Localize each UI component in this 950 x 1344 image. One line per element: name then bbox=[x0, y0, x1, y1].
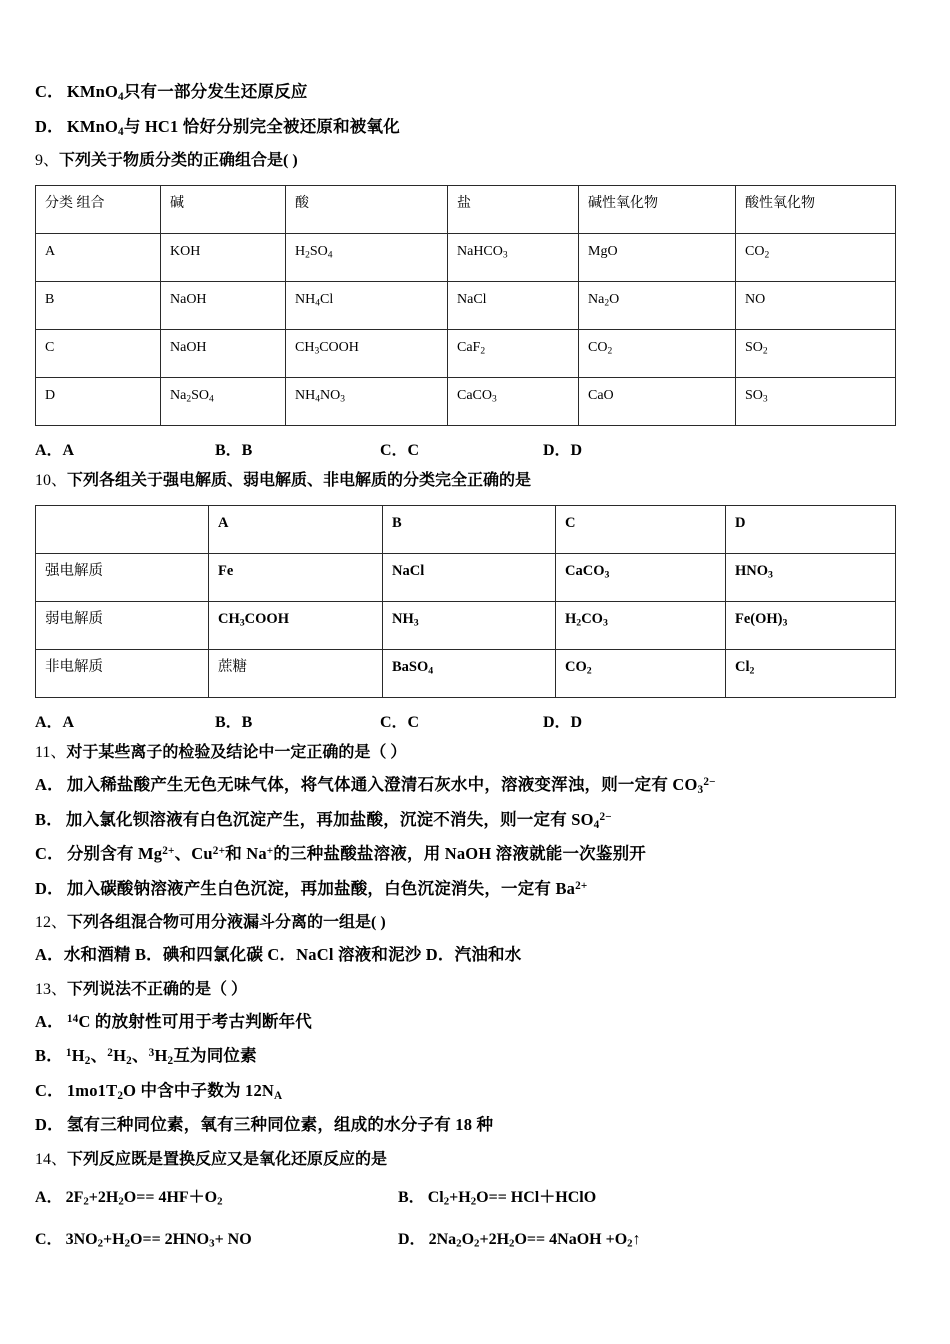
cell-row-d-salt: CaCO$_3$ bbox=[448, 378, 579, 426]
q13-number: 13、 bbox=[35, 980, 68, 998]
q14-option-d: D． $2Na_2O_2+2H_2O==$ 4NaOH $+O_2↑$ bbox=[398, 1226, 641, 1249]
q9-answer-c[interactable]: C．C bbox=[380, 442, 420, 459]
q13-option-c bbox=[35, 1080, 915, 1102]
cell-row-c-acidic-oxide: $SO_2$ bbox=[736, 330, 896, 378]
cell-row-b-acidic-oxide: NO bbox=[736, 282, 896, 330]
q14-option-a: A． $2F_2+2H_2O== 4HF+O_2$ bbox=[35, 1184, 223, 1207]
q10-stem bbox=[35, 473, 915, 489]
q14-option-b: B． $Cl_2+H_2O==$ HCl＋HClO bbox=[398, 1184, 596, 1207]
q11-stem bbox=[35, 745, 915, 761]
q8-option-c-text: KMnO$_4$只有一部分发生还原反应 bbox=[66, 82, 308, 103]
row-header-strong-electrolyte: 强电解质 bbox=[36, 554, 209, 602]
table-row bbox=[36, 602, 896, 650]
q14-options-row-2 bbox=[35, 1226, 915, 1250]
cell-row-c-basic-oxide: $CO_2$ bbox=[579, 330, 736, 378]
cell-row-d-acidic-oxide: $SO_3$ bbox=[736, 378, 896, 426]
col-header-blank bbox=[36, 506, 209, 554]
cell-row-d-basic-oxide: CaO bbox=[579, 378, 736, 426]
cell-non-d: $Cl_2$ bbox=[726, 650, 896, 698]
q8-option-c-label: C． bbox=[35, 82, 64, 101]
q12-options-inline: A．水和酒精 B．碘和四氯化碳 C．NaCl 溶液和泥沙 D．汽油和水 bbox=[35, 945, 522, 964]
cell-row-b-salt: NaCl bbox=[448, 282, 579, 330]
cell-row-c-label: C bbox=[36, 330, 161, 378]
cell-weak-d: $Fe(OH)_3$ bbox=[726, 602, 896, 650]
col-header-c: C bbox=[556, 506, 726, 554]
q9-answer-row bbox=[35, 437, 915, 457]
q13-option-b-text: $^1H_2$、$^2H_2$、$^3H_2$互为同位素 bbox=[65, 1046, 257, 1067]
q13-option-a bbox=[35, 1011, 915, 1031]
q10-answer-a[interactable]: A．A bbox=[35, 714, 75, 731]
q11-option-b-label: B． bbox=[35, 809, 63, 829]
col-header-acidic-oxide: 酸性氧化物 bbox=[736, 186, 896, 234]
q10-answer-c[interactable]: C．C bbox=[380, 714, 420, 731]
col-header-basic-oxide: 碱性氧化物 bbox=[579, 186, 736, 234]
table-row-header bbox=[36, 186, 896, 234]
q11-option-d-text: 加入碳酸钠溶液产生白色沉淀，再加盐酸，白色沉淀消失，一定有 $Ba^{2+}$ bbox=[66, 878, 588, 898]
row-header-weak-electrolyte: 弱电解质 bbox=[36, 602, 209, 650]
cell-row-d-base: $Na_2SO_4$ bbox=[161, 378, 286, 426]
q10-stem-text: 下列各组关于强电解质、弱电解质、非电解质的分类完全正确的是 bbox=[67, 472, 532, 489]
col-header-category: 分类 组合 bbox=[36, 186, 161, 234]
cell-row-b-acid: $NH_4Cl$ bbox=[286, 282, 448, 330]
cell-row-d-acid: $NH_4NO_3$ bbox=[286, 378, 448, 426]
cell-non-a: 蔗糖 bbox=[209, 650, 383, 698]
cell-weak-a: $CH_3COOH$ bbox=[209, 602, 383, 650]
table-row bbox=[36, 330, 896, 378]
cell-row-a-base: KOH bbox=[161, 234, 286, 282]
q13-option-a-label: A． bbox=[35, 1011, 64, 1031]
q13-option-d-text: 氢有三种同位素，氧有三种同位素，组成的水分子有 18 种 bbox=[66, 1115, 494, 1134]
cell-non-c: $CO_2$ bbox=[556, 650, 726, 698]
q11-option-d-label: D． bbox=[35, 878, 64, 898]
q14-option-c: C． $3NO_2+H_2O== 2HNO_3+$ NO bbox=[35, 1226, 252, 1249]
cell-strong-d: $HNO_3$ bbox=[726, 554, 896, 602]
q8-option-d-text: KMnO$_4$与 HC1 恰好分别完全被还原和被氧化 bbox=[66, 116, 400, 138]
q14-number: 14、 bbox=[35, 1150, 68, 1168]
q14-option-a-label: A． bbox=[35, 1188, 63, 1206]
q11-number: 11、 bbox=[35, 744, 67, 761]
q8-option-c bbox=[35, 84, 915, 101]
col-header-acid: 酸 bbox=[286, 186, 448, 234]
cell-row-b-base: NaOH bbox=[161, 282, 286, 330]
q13-option-d-label: D． bbox=[35, 1115, 64, 1134]
q11-stem-text: 对于某些离子的检验及结论中一定正确的是（ ） bbox=[66, 744, 407, 761]
cell-weak-c: $H_2CO_3$ bbox=[556, 602, 726, 650]
q10-number: 10、 bbox=[35, 472, 68, 489]
table-row bbox=[36, 234, 896, 282]
q8-option-d-label: D． bbox=[35, 116, 64, 136]
q9-stem-text: 下列关于物质分类的正确组合是( ) bbox=[59, 152, 298, 169]
row-header-non-electrolyte: 非电解质 bbox=[36, 650, 209, 698]
table-row bbox=[36, 650, 896, 698]
q11-option-c-label: C． bbox=[35, 844, 64, 863]
q11-option-a-label: A． bbox=[35, 775, 64, 794]
cell-strong-c: CaCO$_3$ bbox=[556, 554, 726, 602]
q13-option-b-label: B． bbox=[35, 1046, 63, 1065]
table-row-header bbox=[36, 506, 896, 554]
cell-weak-b: $NH_3$ bbox=[383, 602, 556, 650]
cell-strong-b: NaCl bbox=[383, 554, 556, 602]
q9-stem bbox=[35, 153, 915, 169]
cell-row-c-acid: $CH_3COOH$ bbox=[286, 330, 448, 378]
cell-row-a-salt: NaHCO$_3$ bbox=[448, 234, 579, 282]
q14-options-row-1 bbox=[35, 1184, 915, 1208]
q9-answer-b[interactable]: B．B bbox=[215, 442, 253, 459]
table-row bbox=[36, 282, 896, 330]
q14-option-d-label: D． bbox=[398, 1230, 426, 1248]
q11-option-a bbox=[35, 777, 915, 794]
q13-option-b bbox=[35, 1048, 915, 1065]
cell-row-a-basic-oxide: MgO bbox=[579, 234, 736, 282]
q11-option-a-text: 加入稀盐酸产生无色无味气体，将气体通入澄清石灰水中，溶液变浑浊，则一定有 $CO_3^{2-}$ bbox=[66, 775, 716, 796]
table-row bbox=[36, 554, 896, 602]
col-header-b: B bbox=[383, 506, 556, 554]
cell-row-c-base: NaOH bbox=[161, 330, 286, 378]
cell-row-b-label: B bbox=[36, 282, 161, 330]
q13-stem bbox=[35, 982, 915, 998]
classification-table bbox=[35, 185, 896, 426]
col-header-salt: 盐 bbox=[448, 186, 579, 234]
q9-number: 9、 bbox=[35, 152, 60, 169]
q12-stem bbox=[35, 915, 915, 931]
col-header-d: D bbox=[726, 506, 896, 554]
q11-option-b-text: 加入氯化钡溶液有白色沉淀产生，再加盐酸，沉淀不消失，则一定有 $SO_4^{2-}$ bbox=[65, 809, 612, 831]
q13-option-a-text: $^{14}$C 的放射性可用于考古判断年代 bbox=[66, 1011, 312, 1031]
cell-row-a-acidic-oxide: $CO_2$ bbox=[736, 234, 896, 282]
q13-option-c-label: C． bbox=[35, 1080, 64, 1100]
q13-stem-text: 下列说法不正确的是（ ） bbox=[67, 980, 248, 998]
cell-strong-a: Fe bbox=[209, 554, 383, 602]
q8-option-d bbox=[35, 116, 915, 138]
q14-option-c-label: C． bbox=[35, 1230, 63, 1248]
q14-option-b-label: B． bbox=[398, 1188, 425, 1206]
q10-answer-d[interactable]: D．D bbox=[543, 714, 583, 731]
cell-row-a-label: A bbox=[36, 234, 161, 282]
cell-row-b-basic-oxide: $Na_2O$ bbox=[579, 282, 736, 330]
q11-option-c-text: 分别含有 $Mg^{2+}$、$Cu^{2+}$和 Na+的三种盐酸盐溶液，用 NaOH 溶液就能一次鉴别开 bbox=[66, 844, 646, 863]
q14-stem bbox=[35, 1152, 915, 1168]
q14-stem-text: 下列反应既是置换反应又是氧化还原反应的是 bbox=[67, 1150, 388, 1168]
cell-non-b: BaSO$_4$ bbox=[383, 650, 556, 698]
q13-option-d bbox=[35, 1117, 915, 1134]
q11-option-b bbox=[35, 809, 915, 831]
q12-stem-text: 下列各组混合物可用分液漏斗分离的一组是( ) bbox=[67, 914, 386, 931]
q12-number: 12、 bbox=[35, 914, 68, 931]
cell-row-d-label: D bbox=[36, 378, 161, 426]
cell-row-a-acid: $H_2SO_4$ bbox=[286, 234, 448, 282]
q13-option-c-text: $1mo1T_2O$ 中含中子数为 $12N_A$ bbox=[66, 1080, 283, 1102]
q10-answer-b[interactable]: B．B bbox=[215, 714, 253, 731]
q11-option-d bbox=[35, 878, 915, 898]
page-content bbox=[35, 84, 915, 1268]
q9-answer-d[interactable]: D．D bbox=[543, 442, 583, 459]
cell-row-c-salt: CaF$_2$ bbox=[448, 330, 579, 378]
table-row bbox=[36, 378, 896, 426]
electrolyte-table bbox=[35, 505, 896, 698]
col-header-a: A bbox=[209, 506, 383, 554]
q11-option-c bbox=[35, 846, 915, 863]
q9-answer-a[interactable]: A．A bbox=[35, 442, 75, 459]
q10-answer-row bbox=[35, 709, 915, 729]
col-header-base: 碱 bbox=[161, 186, 286, 234]
